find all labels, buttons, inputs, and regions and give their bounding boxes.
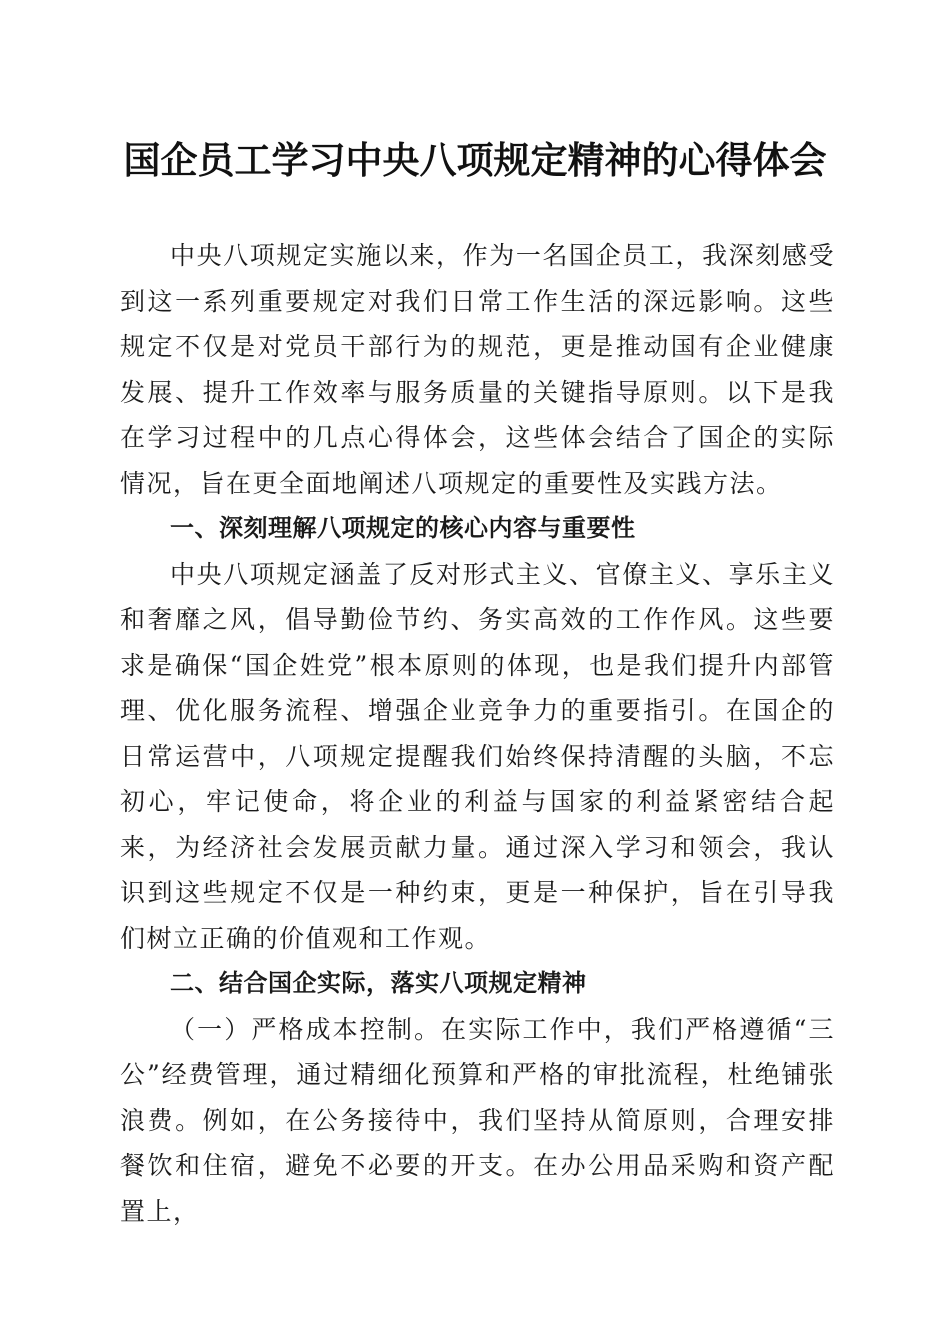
document-body (120, 233, 835, 1234)
section-2-paragraph: （一）严格成本控制。在实际工作中，我们严格遵循“三公”经费管理，通过精细化预算和严格的审批流程，杜绝铺张浪费。例如，在公务接待中，我们坚持从简原则，合理安排餐饮和住宿，避免不必要的开支。在办公用品采购和资产配置上， (120, 1014, 835, 1226)
section-heading-1: 一、深刻理解八项规定的核心内容与重要性 (170, 514, 636, 542)
document-title: 国企员工学习中央八项规定精神的心得体会 (123, 138, 827, 182)
section-1-paragraph: 中央八项规定涵盖了反对形式主义、官僚主义、享乐主义和奢靡之风，倡导勤俭节约、务实高效的工作作风。这些要求是确保“国企姓党”根本原则的体现，也是我们提升内部管理、优化服务流程、增强企业竞争力的重要指引。在国企的日常运营中，八项规定提醒我们始终保持清醒的头脑，不忘初心，牢记使命，将企业的利益与国家的利益紧密结合起来，为经济社会发展贡献力量。通过深入学习和领会，我认识到这些规定不仅是一种约束，更是一种保护，旨在引导我们树立正确的价值观和工作观。 (120, 559, 835, 953)
section-heading-2: 二、结合国企实际，落实八项规定精神 (170, 969, 587, 997)
intro-paragraph: 中央八项规定实施以来，作为一名国企员工，我深刻感受到这一系列重要规定对我们日常工作生活的深远影响。这些规定不仅是对党员干部行为的规范，更是推动国有企业健康发展、提升工作效率与服务质量的关键指导原则。以下是我在学习过程中的几点心得体会，这些体会结合了国企的实际情况，旨在更全面地阐述八项规定的重要性及实践方法。 (120, 241, 835, 498)
